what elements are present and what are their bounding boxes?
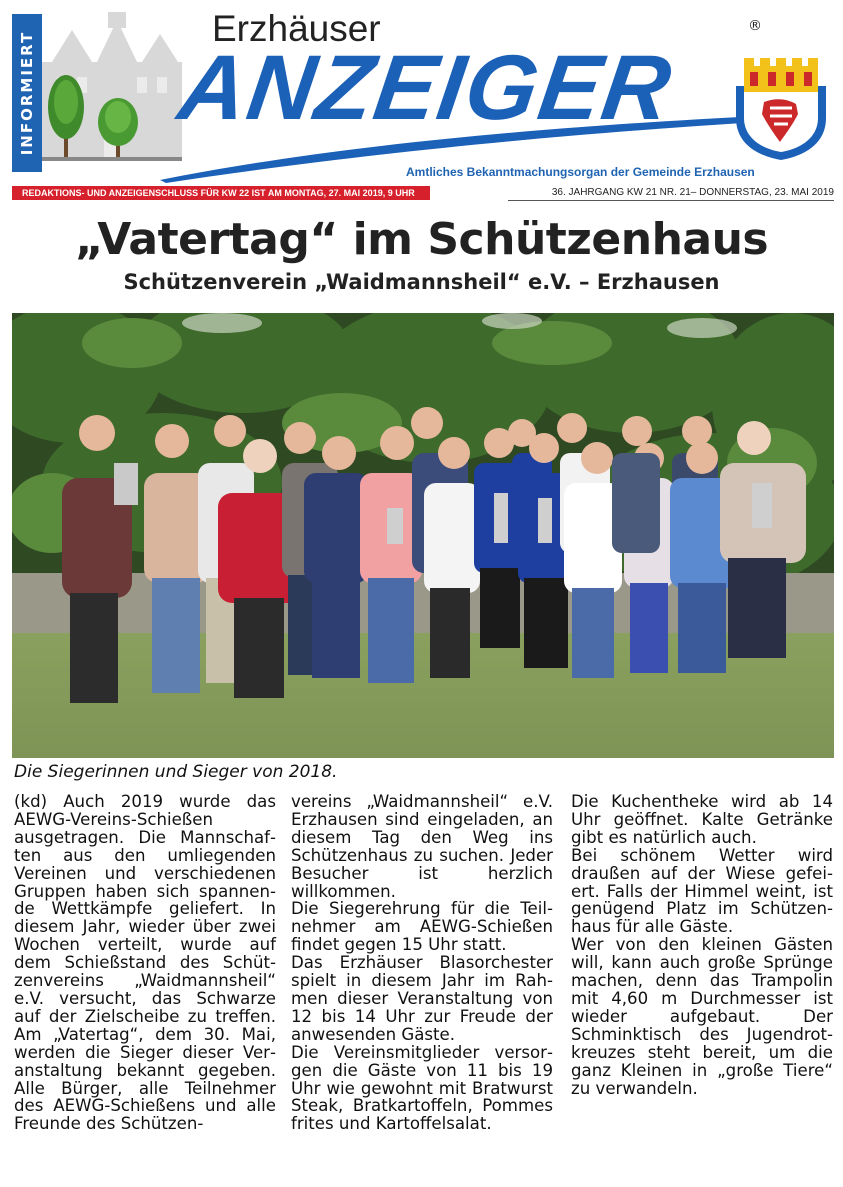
- issue-info: 36. JAHRGANG KW 21 NR. 21– DONNERSTAG, 23. MAI 2019: [508, 186, 834, 201]
- deadline-text: REDAKTIONS- UND ANZEIGENSCHLUSS FÜR KW 22 IST AM MONTAG, 27. MAI 2019, 9 UHR: [22, 188, 415, 198]
- article-headline: „Vatertag“ im Schützenhaus: [74, 214, 769, 265]
- article-paragraph: Die Vereinsmitglieder versorgen die Gäste von 11 bis 19 Uhr wie gewohnt mit Bratwurst Steak, Bratkartoffeln, Pommes frites und Kartoffelsalat.: [291, 1042, 553, 1134]
- article-paragraph: vereins „Waidmannsheil“ e.V. Erzhausen sind eingeladen, an diesem Tag den Weg ins Schützenhaus zu suchen. Jeder Besucher ist herzlich willkommen.: [291, 792, 553, 901]
- photo-caption: Die Siegerinnen und Sieger von 2018.: [14, 762, 338, 782]
- masthead-town: Erzhäuser: [212, 8, 381, 49]
- masthead-tagline: Amtliches Bekanntmachungsorgan der Gemeinde Erzhausen: [406, 165, 755, 179]
- article-paragraph: Wer von den kleinen Gästen will, kann auch große Sprünge machen, denn das Trampolin mit 4,60 m Durchmesser ist wieder aufgebaut. Der Schminktisch des Jugendrotkreuzes steht bereit, um die ganz Kleinen in „große Tiere“ zu verwandeln.: [571, 935, 833, 1098]
- article-column-2: [291, 793, 553, 1133]
- masthead-title: ANZEIGER: [172, 37, 679, 139]
- article-column-3: [571, 793, 833, 1097]
- article-paragraph: Die Kuchentheke wird ab 14 Uhr geöffnet. Kalte Getränke gibt es natürlich auch.: [571, 792, 833, 847]
- article-subheadline: Schützenverein „Waidmannsheil“ e.V. – Erzhausen: [123, 270, 720, 294]
- article-paragraph: Das Erzhäuser Blasorchester spielt in diesem Jahr im Rahmen dieser Veranstaltung von 12 bis 14 Uhr zur Freude der anwesenden Gäste.: [291, 953, 553, 1044]
- deadline-banner: [12, 186, 430, 200]
- coat-of-arms-icon: [734, 56, 828, 160]
- article-paragraph: Die Siegerehrung für die Teilnehmer am AEWG-Schießen findet gegen 15 Uhr statt.: [291, 899, 553, 955]
- informiert-text: INFORMIERT: [18, 30, 36, 156]
- registered-mark: ®: [748, 18, 762, 34]
- informiert-side-label: [12, 14, 42, 172]
- article-paragraph: Bei schönem Wetter wird draußen auf der Wiese gefeiert. Falls der Himmel weint, ist genügend Platz im Schützenhaus für alle Gäste.: [571, 845, 833, 937]
- article-paragraph: (kd) Auch 2019 wurde das AEWG-Vereins-Schießen ausgetragen. Die Mannschaften aus den umliegenden Vereinen und verschiedenen Gruppen haben sich spannende Wettkämpfe geliefert. In diesem Jahr, wieder über zwei Wochen verteilt, wurde auf dem Schießstand des Schützenvereins „Waidmannsheil“ e.V. versucht, das Schwarze auf der Zielscheibe zu treffen. Am „Vatertag“, dem 30. Mai, werden die Sieger dieser Veranstaltung bekannt gegeben. Alle Bürger, alle Teilnehmer des AEWG-Schießens und alle Freunde des Schützen-: [14, 792, 276, 1134]
- group-photo: [12, 313, 834, 758]
- article-column-1: [14, 793, 276, 1133]
